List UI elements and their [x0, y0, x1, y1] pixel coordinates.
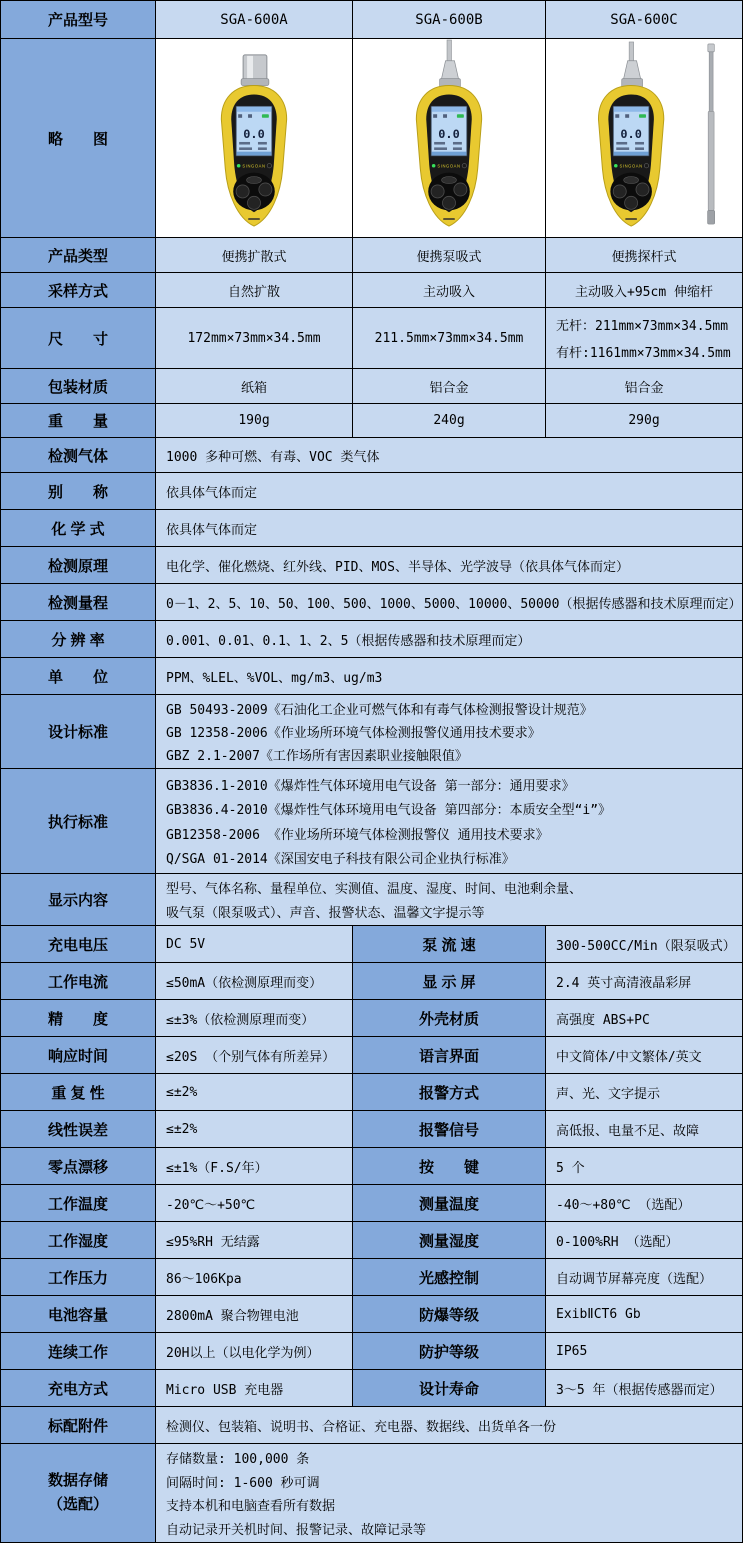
row-label: 产品类型: [1, 238, 156, 273]
table-row-accessories: [1, 1407, 743, 1444]
cell-value: 电化学、催化燃烧、红外线、PID、MOS、半导体、光学波导（依具体气体而定）: [156, 547, 743, 584]
row-label: 执行标准: [1, 769, 156, 874]
cell-value: 便携扩散式: [156, 238, 353, 273]
cell-value: [156, 769, 743, 874]
table-row-product-type: [1, 238, 743, 273]
storage-line: 支持本机和电脑查看所有数据: [166, 1499, 336, 1515]
spec-value-right: 300-500CC/Min（限泵吸式）: [546, 926, 743, 963]
cell-value: 240g: [353, 404, 546, 438]
spec-value-right: 声、光、文字提示: [546, 1074, 743, 1111]
spec-value-right: 0-100%RH （选配）: [546, 1222, 743, 1259]
table-row-data-storage: [1, 1444, 743, 1543]
spec-value-right: 高低报、电量不足、故障: [546, 1111, 743, 1148]
cell-value: 172mm×73mm×34.5mm: [156, 308, 353, 369]
standard-line: GB3836.1-2010《爆炸性气体环境用电气设备 第一部分：通用要求》: [166, 778, 575, 794]
spec-label-left: 电池容量: [1, 1296, 156, 1333]
table-row-chemical-formula: [1, 510, 743, 547]
spec-label-left: 充电方式: [1, 1370, 156, 1407]
spec-label-left: 充电电压: [1, 926, 156, 963]
cell-value: [546, 308, 743, 369]
spec-value-left: ≤20S （个别气体有所差异）: [156, 1037, 353, 1074]
spec-row-working-current-display: [1, 963, 743, 1000]
cell-value: [156, 695, 743, 769]
spec-value-left: ≤95%RH 无结露: [156, 1222, 353, 1259]
spec-label-right: 泵 流 速: [353, 926, 546, 963]
table-row-packaging: [1, 369, 743, 404]
cell-value: 190g: [156, 404, 353, 438]
device-a-diffusion-illustration: [156, 39, 352, 237]
row-label: 别 称: [1, 473, 156, 510]
row-label: 检测量程: [1, 584, 156, 621]
standard-line: GB 12358-2006《作业场所环境气体检测报警仪通用技术要求》: [166, 726, 541, 741]
cell-value: 主动吸入: [353, 273, 546, 308]
spec-row-accuracy-shell: [1, 1000, 743, 1037]
cell-value: 依具体气体而定: [156, 510, 743, 547]
spec-label-left: 线性误差: [1, 1111, 156, 1148]
cell-value: PPM、%LEL、%VOL、mg/m3、ug/m3: [156, 658, 743, 695]
power-led: [614, 164, 618, 168]
spec-value-left: Micro USB 充电器: [156, 1370, 353, 1407]
spec-label-left: 连续工作: [1, 1333, 156, 1370]
device-body: [416, 86, 481, 227]
spec-label-left: 响应时间: [1, 1037, 156, 1074]
storage-line: 存储数量: 100,000 条: [166, 1452, 310, 1468]
spec-label-right: 外壳材质: [353, 1000, 546, 1037]
row-label: 分 辨 率: [1, 621, 156, 658]
spec-value-left: ≤±3%（依检测原理而变）: [156, 1000, 353, 1037]
brand-text: SINGOAN: [242, 163, 266, 169]
spec-value-left: ≤±1%（F.S/年）: [156, 1148, 353, 1185]
spec-label-right: 报警方式: [353, 1074, 546, 1111]
telescopic-rod: [708, 44, 715, 224]
standard-line: Q/SGA 01-2014《深国安电子科技有限公司企业执行标准》: [166, 852, 515, 868]
dimension-line: 有杆:1161mm×73mm×34.5mm: [556, 345, 731, 361]
spec-value-left: 2800mA 聚合物锂电池: [156, 1296, 353, 1333]
table-row-alias: [1, 473, 743, 510]
spec-value-right: 自动调节屏幕亮度（选配）: [546, 1259, 743, 1296]
spec-label-left: 工作湿度: [1, 1222, 156, 1259]
sketch-label: 略 图: [1, 39, 156, 238]
spec-label-right: 防护等级: [353, 1333, 546, 1370]
spec-label-left: 工作电流: [1, 963, 156, 1000]
battery-icon: [262, 114, 269, 118]
cell-value: 0.001、0.01、0.1、1、2、5（根据传感器和技术原理而定）: [156, 621, 743, 658]
spec-value-left: ≤50mA（依检测原理而变）: [156, 963, 353, 1000]
cell-value: 便携探杆式: [546, 238, 743, 273]
spec-label-left: 工作压力: [1, 1259, 156, 1296]
spec-row-zero-drift-buttons: [1, 1148, 743, 1185]
row-label-line: 数据存储: [47, 1472, 108, 1489]
spec-row-response-time-language: [1, 1037, 743, 1074]
cell-value: 依具体气体而定: [156, 473, 743, 510]
spec-row-repeatability-alarm-mode: [1, 1074, 743, 1111]
spec-label-right: 测量湿度: [353, 1222, 546, 1259]
power-led: [432, 164, 436, 168]
table-row-weight: [1, 404, 743, 438]
row-label: 采样方式: [1, 273, 156, 308]
display-content-line: 吸气泵（限泵吸式）、声音、报警状态、温馨文字提示等: [166, 905, 485, 921]
cell-value: 1000 多种可燃、有毒、VOC 类气体: [156, 438, 743, 473]
device-c-probe-rod-illustration: [546, 39, 742, 237]
table-row-design-standards: [1, 695, 743, 769]
dimension-line: 无杆：211mm×73mm×34.5mm: [556, 319, 729, 335]
table-row-units: [1, 658, 743, 695]
brand-text: SINGOAN: [437, 163, 461, 169]
sketch-row: [1, 39, 743, 238]
power-led: [237, 164, 241, 168]
table-row-sampling: [1, 273, 743, 308]
storage-line: 间隔时间: 1-600 秒可调: [166, 1475, 320, 1491]
spec-label-left: 重 复 性: [1, 1074, 156, 1111]
cell-value: 便携泵吸式: [353, 238, 546, 273]
pump-probe: [622, 42, 643, 88]
model-name-c: SGA-600C: [546, 1, 743, 39]
spec-value-right: IP65: [546, 1333, 743, 1370]
row-label: 显示内容: [1, 874, 156, 926]
spec-row-continuous-work-protection: [1, 1333, 743, 1370]
table-row-detected-gases: [1, 438, 743, 473]
spec-value-right: 3～5 年（根据传感器而定）: [546, 1370, 743, 1407]
cell-value: 铝合金: [546, 369, 743, 404]
spec-row-working-temp-measuring-temp: [1, 1185, 743, 1222]
device-body: [221, 86, 286, 227]
cell-value: 290g: [546, 404, 743, 438]
screen-reading: 0.0: [620, 127, 642, 141]
row-label: 检测气体: [1, 438, 156, 473]
spec-row-working-pressure-light-control: [1, 1259, 743, 1296]
cell-value: 纸箱: [156, 369, 353, 404]
row-label: 标配附件: [1, 1407, 156, 1444]
row-label: 检测原理: [1, 547, 156, 584]
model-name-a: SGA-600A: [156, 1, 353, 39]
table-row-detection-principle: [1, 547, 743, 584]
row-label: 重 量: [1, 404, 156, 438]
spec-label-left: 零点漂移: [1, 1148, 156, 1185]
cell-value: 铝合金: [353, 369, 546, 404]
spec-value-left: ≤±2%: [156, 1111, 353, 1148]
spec-value-left: ≤±2%: [156, 1074, 353, 1111]
table-row-executive-standards: [1, 769, 743, 874]
cell-value: 211.5mm×73mm×34.5mm: [353, 308, 546, 369]
row-label: 包装材质: [1, 369, 156, 404]
battery-icon: [457, 114, 464, 118]
spec-value-right: 2.4 英寸高清液晶彩屏: [546, 963, 743, 1000]
table-row-display-content: [1, 874, 743, 926]
spec-label-left: 工作温度: [1, 1185, 156, 1222]
spec-value-left: 86～106Kpa: [156, 1259, 353, 1296]
cell-value: 检测仪、包装箱、说明书、合格证、充电器、数据线、出货单各一份: [156, 1407, 743, 1444]
device-image-cell-c: [546, 39, 743, 238]
screen-reading: 0.0: [243, 127, 265, 141]
spec-row-battery-explosionproof: [1, 1296, 743, 1333]
standard-line: GBZ 2.1-2007《工作场所有害因素职业接触限值》: [166, 749, 468, 764]
spec-label-right: 测量温度: [353, 1185, 546, 1222]
device-with-probe: [598, 42, 663, 226]
header-row: [1, 1, 743, 39]
device-image-cell-b: [353, 39, 546, 238]
device-b-pump-illustration: [353, 39, 545, 237]
spec-label-right: 设计寿命: [353, 1370, 546, 1407]
spec-row-linearity-alarm-signal: [1, 1111, 743, 1148]
table-row-resolution: [1, 621, 743, 658]
spec-label-right: 显 示 屏: [353, 963, 546, 1000]
spec-value-left: 20H以上（以电化学为例）: [156, 1333, 353, 1370]
table-row-dimensions: [1, 308, 743, 369]
cell-value: 0－1、2、5、10、50、100、500、1000、5000、10000、50000（根据传感器和技术原理而定）: [156, 584, 743, 621]
cell-value: 自然扩散: [156, 273, 353, 308]
row-label: 单 位: [1, 658, 156, 695]
display-content-line: 型号、气体名称、量程单位、实测值、温度、湿度、时间、电池剩余量、: [166, 882, 583, 898]
standard-line: GB 50493-2009《石油化工企业可燃气体和有毒气体检测报警设计规范》: [166, 703, 593, 718]
spec-value-right: 高强度 ABS+PC: [546, 1000, 743, 1037]
pump-probe: [440, 40, 461, 88]
spec-label-right: 光感控制: [353, 1259, 546, 1296]
cell-value: [156, 1444, 743, 1543]
row-label: 设计标准: [1, 695, 156, 769]
sensor-cap: [241, 55, 269, 86]
row-label: 化 学 式: [1, 510, 156, 547]
cell-value: [156, 874, 743, 926]
row-label: 尺 寸: [1, 308, 156, 369]
brand-text: SINGOAN: [619, 163, 643, 169]
screen-reading: 0.0: [438, 127, 460, 141]
row-label-line: （选配）: [47, 1496, 108, 1513]
model-name-b: SGA-600B: [353, 1, 546, 39]
spec-label-right: 语言界面: [353, 1037, 546, 1074]
spec-label-right: 按 键: [353, 1148, 546, 1185]
standard-line: GB12358-2006 《作业场所环境气体检测报警仪 通用技术要求》: [166, 827, 549, 843]
header-label: 产品型号: [1, 1, 156, 39]
spec-value-right: ExibⅡCT6 Gb: [546, 1296, 743, 1333]
battery-icon: [639, 114, 646, 118]
standard-line: GB3836.4-2010《爆炸性气体环境用电气设备 第四部分：本质安全型“i”》: [166, 803, 612, 819]
spec-value-right: 中文简体/中文繁体/英文: [546, 1037, 743, 1074]
device-body: [598, 86, 663, 227]
spec-label-right: 报警信号: [353, 1111, 546, 1148]
spec-label-right: 防爆等级: [353, 1296, 546, 1333]
table-row-detection-range: [1, 584, 743, 621]
spec-row-charging-voltage-pump-flow: [1, 926, 743, 963]
storage-line: 自动记录开关机时间、报警记录、故障记录等: [166, 1522, 427, 1538]
spec-value-right: -40～+80℃ （选配）: [546, 1185, 743, 1222]
spec-row-working-humidity-measuring-humidity: [1, 1222, 743, 1259]
spec-row-charging-method-design-life: [1, 1370, 743, 1407]
spec-label-left: 精 度: [1, 1000, 156, 1037]
spec-value-right: 5 个: [546, 1148, 743, 1185]
device-image-cell-a: [156, 39, 353, 238]
row-label: [1, 1444, 156, 1543]
spec-value-left: DC 5V: [156, 926, 353, 963]
spec-value-left: -20℃～+50℃: [156, 1185, 353, 1222]
cell-value: 主动吸入+95cm 伸缩杆: [546, 273, 743, 308]
